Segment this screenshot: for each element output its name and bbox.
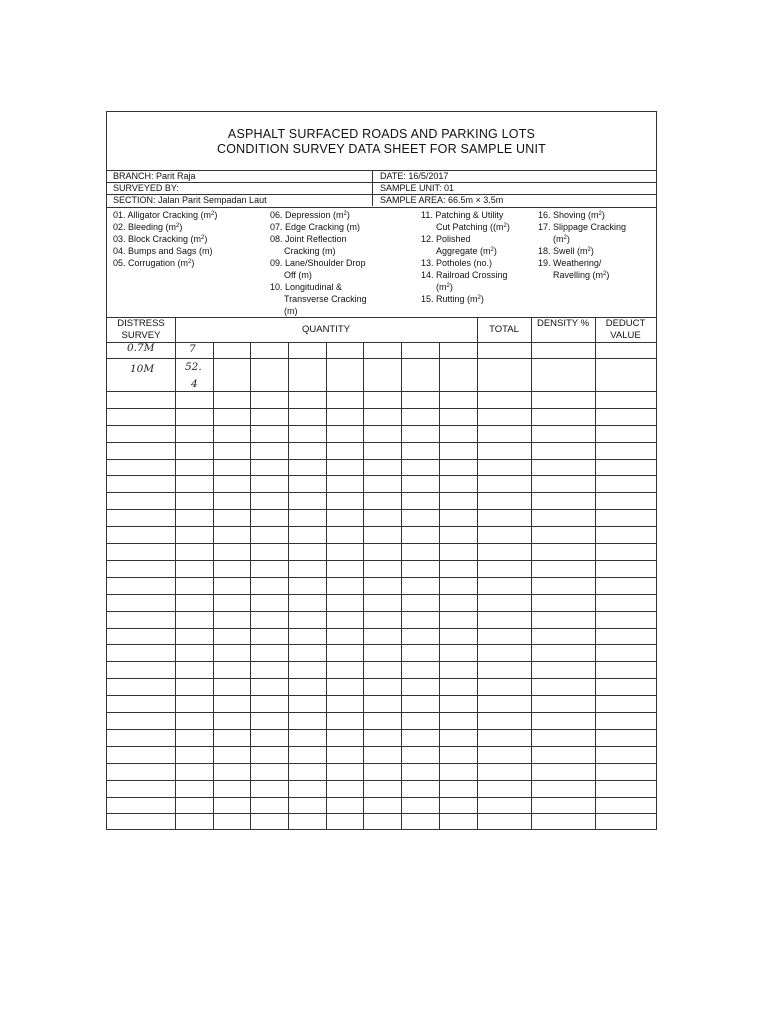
- code-06: 06. Depression $(m^2)$: [270, 210, 350, 220]
- section-field: SECTION: Jalan Parit Sempadan Laut: [113, 195, 267, 205]
- code-04: 04. Bumps and Sags (m): [113, 246, 213, 256]
- date-field: DATE: 16/5/2017: [372, 171, 448, 182]
- code-14-cont: $(m^2)$: [436, 282, 453, 292]
- code-17: 17. Slippage Cracking: [538, 222, 627, 232]
- code-01: 01. Alligator Cracking $(m^2)$: [113, 210, 218, 220]
- sample-area-field: SAMPLE AREA: 66.5m × 3.5m: [372, 195, 503, 206]
- code-14: 14. Railroad Crossing: [421, 270, 508, 280]
- code-12: 12. Polished: [421, 234, 471, 244]
- code-11-cont: Cut Patching ($(m^2)$: [436, 222, 510, 232]
- survey-table-grid: [107, 112, 656, 829]
- handwritten-row1-code: 0.7M: [127, 342, 155, 354]
- code-19: 19. Weathering/: [538, 258, 602, 268]
- code-10: 10. Longitudinal &: [270, 282, 343, 292]
- title-line-2: CONDITION SURVEY DATA SHEET FOR SAMPLE UNIT: [216, 142, 547, 156]
- code-09-cont: Off (m): [284, 270, 312, 280]
- code-15: 15. Rutting $(m^2)$: [421, 294, 484, 304]
- code-11: 11. Patching & Utility: [421, 210, 504, 220]
- code-05: 05. Corrugation $(m^2)$: [113, 258, 195, 268]
- code-02: 02. Bleeding $(m^2)$: [113, 222, 183, 232]
- condition-survey-sheet: [106, 111, 657, 830]
- surveyed-by-field: SURVEYED BY:: [113, 183, 179, 193]
- code-18: 18. Swell $(m^2)$: [538, 246, 594, 256]
- code-12-cont: Aggregate $(m^2)$: [436, 246, 497, 256]
- code-16: 16. Shoving $(m^2)$: [538, 210, 605, 220]
- code-08: 08. Joint Reflection: [270, 234, 347, 244]
- code-13: 13. Potholes (no.): [421, 258, 493, 268]
- handwritten-row1-quantity: 7: [189, 343, 196, 355]
- handwritten-row2-quantity-2: 4: [191, 378, 198, 390]
- code-07: 07. Edge Cracking (m): [270, 222, 361, 232]
- code-10-cont: Transverse Cracking: [284, 294, 367, 304]
- header-density: DENSITY %: [536, 318, 590, 329]
- header-distress-survey: DISTRESS SURVEY: [117, 318, 165, 341]
- code-03: 03. Block Cracking $(m^2)$: [113, 234, 208, 244]
- title-line-1: ASPHALT SURFACED ROADS AND PARKING LOTS: [227, 127, 536, 141]
- header-deduct-value: DEDUCT VALUE: [605, 318, 646, 341]
- code-08-cont: Cracking (m): [284, 246, 336, 256]
- code-17-cont: $(m^2)$: [553, 234, 570, 244]
- branch-field: BRANCH: Parit Raja: [113, 171, 196, 181]
- code-19-cont: Ravelling $(m^2)$: [553, 270, 610, 280]
- sample-unit-field: SAMPLE UNIT: 01: [372, 183, 454, 194]
- header-quantity: QUANTITY: [301, 324, 351, 335]
- handwritten-row2-code: 10M: [130, 363, 155, 375]
- code-10-cont-2: (m): [284, 306, 298, 316]
- header-total: TOTAL: [489, 324, 519, 335]
- code-09: 09. Lane/Shoulder Drop: [270, 258, 366, 268]
- handwritten-row2-quantity: 52.: [185, 361, 202, 373]
